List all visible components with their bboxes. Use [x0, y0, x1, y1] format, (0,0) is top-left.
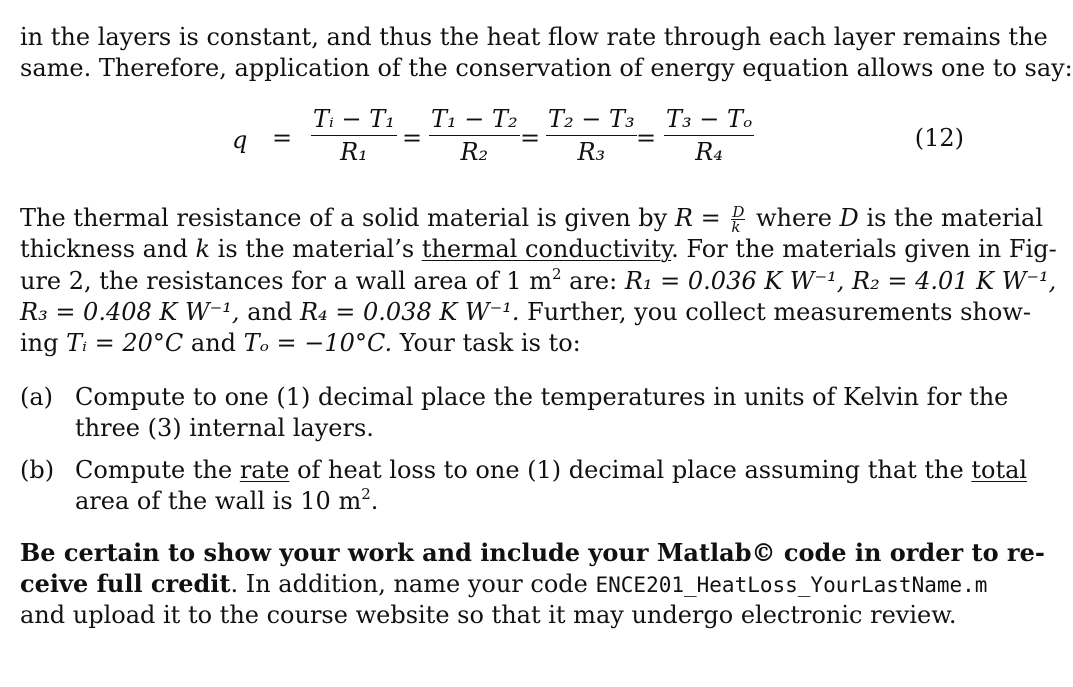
- text: and: [247, 298, 293, 326]
- equals-sign: =: [520, 124, 541, 152]
- task-a-label: (a): [20, 383, 54, 411]
- text: are:: [561, 267, 618, 295]
- task-a-line-1: Compute to one (1) decimal place the temperatures in units of Kelvin for the: [75, 383, 1009, 411]
- equation-12: [0, 104, 1024, 174]
- intro-line-1: in the layers is constant, and thus the heat flow rate through each layer remains the: [20, 23, 1048, 51]
- text: [20, 267, 617, 295]
- text: and: [190, 329, 237, 357]
- code-filename: ENCE201_HeatLoss_YourLastName.m: [595, 573, 988, 597]
- para2-line-1: [20, 203, 1044, 236]
- text: where: [756, 204, 832, 232]
- text: thickness and: [20, 235, 188, 263]
- bold-instruction: ceive full credit: [20, 569, 231, 598]
- fraction-3-denominator: R₃: [577, 138, 606, 166]
- text: area of the wall is 10 m: [75, 487, 362, 515]
- math-R: R: [674, 204, 693, 232]
- text: . For the materials given in Fig-: [671, 235, 1057, 263]
- text: Compute the: [75, 456, 233, 484]
- underlined-term-rate: rate: [239, 456, 290, 484]
- equals-sign: =: [272, 124, 293, 152]
- closing-line-1: [20, 538, 1045, 568]
- equals-sign: =: [636, 124, 657, 152]
- text: Your task is to:: [399, 329, 581, 357]
- equation-lhs: q: [232, 126, 248, 154]
- fraction-1-denominator: R₁: [340, 138, 368, 166]
- fraction-3-numerator: T₂ − T₃: [546, 104, 637, 136]
- fraction-2: [429, 104, 520, 168]
- para2-line-3: [20, 265, 1057, 296]
- text: ure 2, the resistances for a wall area of 1 m: [20, 267, 552, 295]
- superscript: 2: [361, 485, 371, 503]
- text: The thermal resistance of a solid material is given by: [20, 204, 668, 232]
- para2-line-5: [20, 328, 964, 358]
- task-b-line-1: [75, 455, 1028, 485]
- superscript: 2: [551, 265, 562, 283]
- task-b-line-2: [75, 486, 964, 516]
- para2-line-4: [20, 297, 1031, 327]
- text: .: [370, 487, 379, 515]
- fraction-3: [546, 104, 637, 168]
- intro-line-2: same. Therefore, application of the conservation of energy equation allows one to say:: [20, 54, 1073, 82]
- equation-number: (12): [914, 124, 964, 152]
- para2-line-2: [20, 234, 1057, 264]
- fraction-4-numerator: T₃ − Tₒ: [664, 104, 754, 136]
- bold-instruction: Be certain to show your work and include your Matlab© code in order to re-: [20, 538, 1045, 567]
- text: is the material: [866, 204, 1044, 232]
- inline-fraction-d-over-k: [731, 205, 745, 234]
- task-a-line-2: three (3) internal layers.: [75, 414, 374, 442]
- text: Further, you collect measurements show-: [527, 298, 1031, 326]
- text: . In addition, name your code: [230, 570, 588, 598]
- resistance-r1: R₁ = 0.036 K W⁻¹,: [624, 267, 845, 295]
- closing-line-3: and upload it to the course website so that it may undergo electronic review.: [20, 601, 957, 629]
- resistance-r4: R₄ = 0.038 K W⁻¹.: [299, 298, 520, 326]
- closing-line-2: [20, 569, 988, 600]
- math-k: k: [195, 235, 210, 263]
- task-b-label: (b): [20, 456, 55, 484]
- text: of heat loss to one (1) decimal place assuming that the: [297, 456, 964, 484]
- equals-sign: =: [402, 124, 423, 152]
- fraction-1: [311, 104, 397, 168]
- fraction-2-numerator: T₁ − T₂: [429, 104, 520, 136]
- frac-numerator: D: [732, 203, 745, 221]
- underlined-term-total: total: [971, 456, 1028, 484]
- frac-denominator: k: [731, 218, 741, 236]
- resistance-r3: R₃ = 0.408 K W⁻¹,: [20, 298, 240, 326]
- fraction-4-denominator: R₄: [695, 138, 723, 166]
- resistance-r2: R₂ = 4.01 K W⁻¹,: [852, 267, 1057, 295]
- math-D: D: [839, 204, 859, 232]
- fraction-4: [664, 104, 754, 168]
- underlined-term: thermal conductivity: [421, 235, 672, 263]
- outer-temperature: Tₒ = −10°C.: [243, 329, 393, 357]
- inner-temperature: Tᵢ = 20°C: [66, 329, 184, 357]
- text: ing: [20, 329, 59, 357]
- text: is the material’s: [217, 235, 415, 263]
- fraction-2-denominator: R₂: [460, 138, 489, 166]
- text: =: [700, 204, 721, 232]
- fraction-1-numerator: Tᵢ − T₁: [311, 104, 397, 136]
